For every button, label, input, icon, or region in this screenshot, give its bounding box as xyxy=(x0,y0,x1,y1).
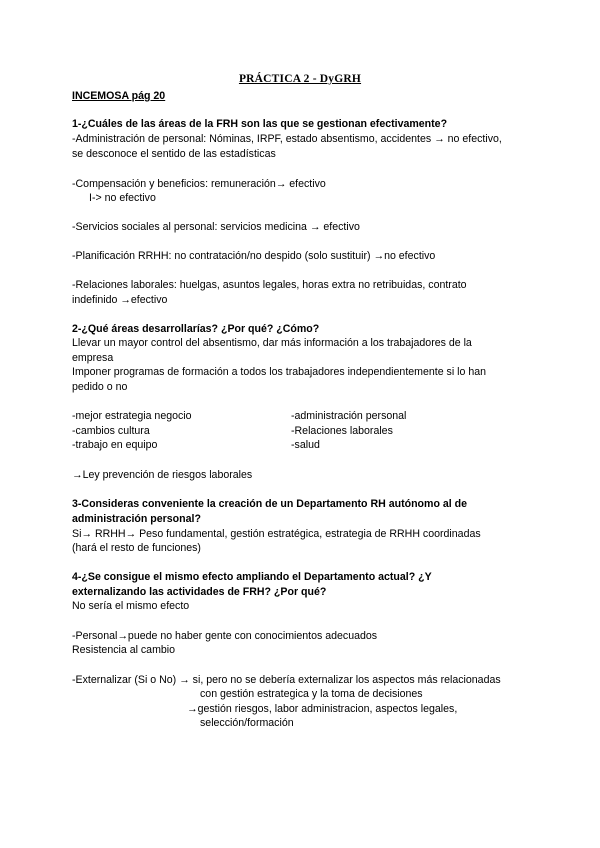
answer-line: -Planificación RRHH: no contratación/no despido (solo sustituir) →no efectivo xyxy=(72,250,436,262)
question-2: 2-¿Qué áreas desarrollarías? ¿Por qué? ¿Cómo? xyxy=(72,323,320,335)
question-4-line-1: 4-¿Se consigue el mismo efecto ampliando el Departamento actual? ¿Y xyxy=(72,571,432,583)
list-item-right: -administración personal xyxy=(291,410,407,422)
answer-line: empresa xyxy=(72,352,114,364)
answer-line: -Administración de personal: Nóminas, IRPF, estado absentismo, accidentes → no efectivo, xyxy=(72,133,502,145)
answer-line: Llevar un mayor control del absentismo, dar más información a los trabajadores de la xyxy=(72,337,472,349)
list-item-left: -trabajo en equipo xyxy=(72,439,158,451)
answer-line: I-> no efectivo xyxy=(89,192,156,204)
page-title: PRÁCTICA 2 - DyGRH xyxy=(238,73,362,85)
list-item-right: -Relaciones laborales xyxy=(291,425,393,437)
question-3-line-2: administración personal? xyxy=(72,513,201,525)
list-item-left: -cambios cultura xyxy=(72,425,150,437)
answer-line: →Ley prevención de riesgos laborales xyxy=(72,469,253,481)
answer-line: pedido o no xyxy=(72,381,128,393)
answer-line: se desconoce el sentido de las estadísticas xyxy=(72,148,276,160)
answer-line: -Personal→puede no haber gente con conocimientos adecuados xyxy=(72,630,378,642)
answer-line: -Compensación y beneficios: remuneración→ efectivo xyxy=(72,178,326,190)
answer-line: con gestión estrategica y la toma de decisiones xyxy=(200,688,423,700)
list-item-left: -mejor estrategia negocio xyxy=(72,410,192,422)
answer-line: -Relaciones laborales: huelgas, asuntos legales, horas extra no retribuidas, contrato xyxy=(72,279,467,291)
answer-line: Si→ RRHH→ Peso fundamental, gestión estratégica, estrategia de RRHH coordinadas xyxy=(72,528,481,540)
answer-line: selección/formación xyxy=(200,717,294,729)
answer-line: -Servicios sociales al personal: servicios medicina → efectivo xyxy=(72,221,360,233)
answer-line: (hará el resto de funciones) xyxy=(72,542,201,554)
answer-line: →gestión riesgos, labor administracion, aspectos legales, xyxy=(187,703,458,715)
answer-line: Resistencia al cambio xyxy=(72,644,176,656)
answer-line: No sería el mismo efecto xyxy=(72,600,190,612)
answer-line: Imponer programas de formación a todos los trabajadores independientemente si lo han xyxy=(72,366,486,378)
document-subtitle: INCEMOSA pág 20 xyxy=(72,90,166,102)
answer-line: indefinido →efectivo xyxy=(72,294,168,306)
question-4-line-2: externalizando las actividades de FRH? ¿Por qué? xyxy=(72,586,327,598)
list-item-right: -salud xyxy=(291,439,320,451)
question-1: 1-¿Cuáles de las áreas de la FRH son las que se gestionan efectivamente? xyxy=(72,118,448,130)
question-3-line-1: 3-Consideras conveniente la creación de un Departamento RH autónomo al de xyxy=(72,498,467,510)
answer-line: -Externalizar (Si o No) → si, pero no se debería externalizar los aspectos más relacionadas xyxy=(72,674,501,686)
